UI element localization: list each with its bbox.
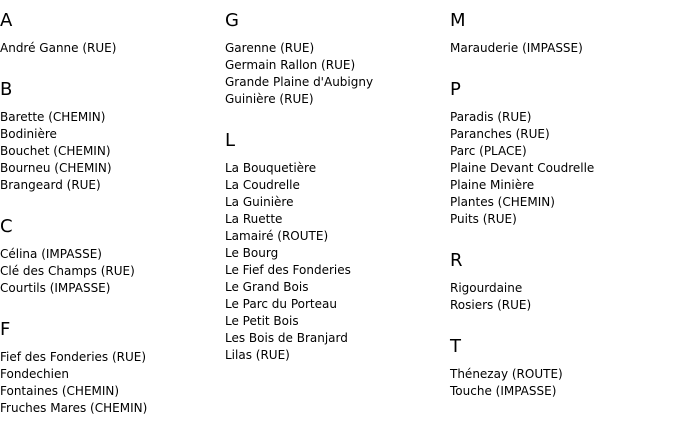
letter-section (0, 79, 220, 194)
letter-section (0, 216, 220, 297)
street-name: Fondechien (0, 367, 69, 381)
street-name: Rigourdaine (450, 281, 523, 295)
street-name: Clé des Champs (RUE) (0, 264, 135, 278)
letter-section (450, 79, 670, 228)
street-name: Bourneu (CHEMIN) (0, 161, 112, 175)
letter-heading: F (0, 319, 11, 340)
letter-section (450, 250, 670, 314)
street-name: Le Parc du Porteau (225, 297, 337, 311)
street-name: Touche (IMPASSE) (450, 384, 557, 398)
letter-section (450, 336, 670, 400)
street-name: La Ruette (225, 212, 283, 226)
street-list (450, 280, 670, 314)
street-name: Bodinière (0, 127, 57, 141)
letter-heading: A (0, 10, 13, 31)
street-name: Plaine Minière (450, 178, 535, 192)
street-name: Fruches Mares (CHEMIN) (0, 401, 148, 415)
street-name: Brangeard (RUE) (0, 178, 101, 192)
street-name: André Ganne (RUE) (0, 41, 117, 55)
street-name: La Coudrelle (225, 178, 300, 192)
street-name: Le Bourg (225, 246, 279, 260)
street-name: Le Fief des Fonderies (225, 263, 351, 277)
street-list (0, 246, 220, 297)
letter-section (225, 130, 445, 364)
street-name: Fontaines (CHEMIN) (0, 384, 120, 398)
street-name: Paranches (RUE) (450, 127, 550, 141)
street-name: Marauderie (IMPASSE) (450, 41, 583, 55)
street-name: Guinière (RUE) (225, 92, 314, 106)
letter-heading: P (450, 79, 461, 100)
letter-heading: G (225, 10, 239, 31)
street-name: Garenne (RUE) (225, 41, 315, 55)
street-name: Courtils (IMPASSE) (0, 281, 111, 295)
street-list (450, 366, 670, 400)
street-name: La Guinière (225, 195, 294, 209)
street-name: Le Petit Bois (225, 314, 299, 328)
street-list (225, 40, 445, 108)
letter-section (0, 10, 220, 57)
letter-section (0, 319, 220, 417)
letter-heading: T (450, 336, 461, 357)
index-column (0, 0, 220, 439)
street-name: Plaine Devant Coudrelle (450, 161, 595, 175)
street-name: Thénezay (ROUTE) (450, 367, 563, 381)
street-name: La Bouquetière (225, 161, 317, 175)
street-name: Rosiers (RUE) (450, 298, 532, 312)
letter-section (450, 10, 670, 57)
street-name: Parc (PLACE) (450, 144, 527, 158)
street-name: Fief des Fonderies (RUE) (0, 350, 147, 364)
index-column (225, 0, 445, 386)
letter-heading: M (450, 10, 466, 31)
street-name: Lamairé (ROUTE) (225, 229, 329, 243)
street-name: Les Bois de Branjard (225, 331, 348, 345)
street-list (450, 109, 670, 228)
street-name: Puits (RUE) (450, 212, 517, 226)
letter-heading: B (0, 79, 13, 100)
street-name: Grande Plaine d'Aubigny (225, 75, 374, 89)
street-name: Germain Rallon (RUE) (225, 58, 356, 72)
letter-section (225, 10, 445, 108)
street-name: Bouchet (CHEMIN) (0, 144, 111, 158)
street-name: Le Grand Bois (225, 280, 309, 294)
street-list (225, 160, 445, 364)
street-name: Célina (IMPASSE) (0, 247, 102, 261)
index-column (450, 0, 670, 422)
letter-heading: L (225, 130, 236, 151)
street-name: Paradis (RUE) (450, 110, 532, 124)
street-name: Barette (CHEMIN) (0, 110, 106, 124)
street-list (450, 40, 670, 57)
letter-heading: C (0, 216, 13, 237)
letter-heading: R (450, 250, 463, 271)
street-list (0, 349, 220, 417)
street-list (0, 109, 220, 194)
street-list (0, 40, 220, 57)
street-name: Lilas (RUE) (225, 348, 290, 362)
street-name: Plantes (CHEMIN) (450, 195, 555, 209)
